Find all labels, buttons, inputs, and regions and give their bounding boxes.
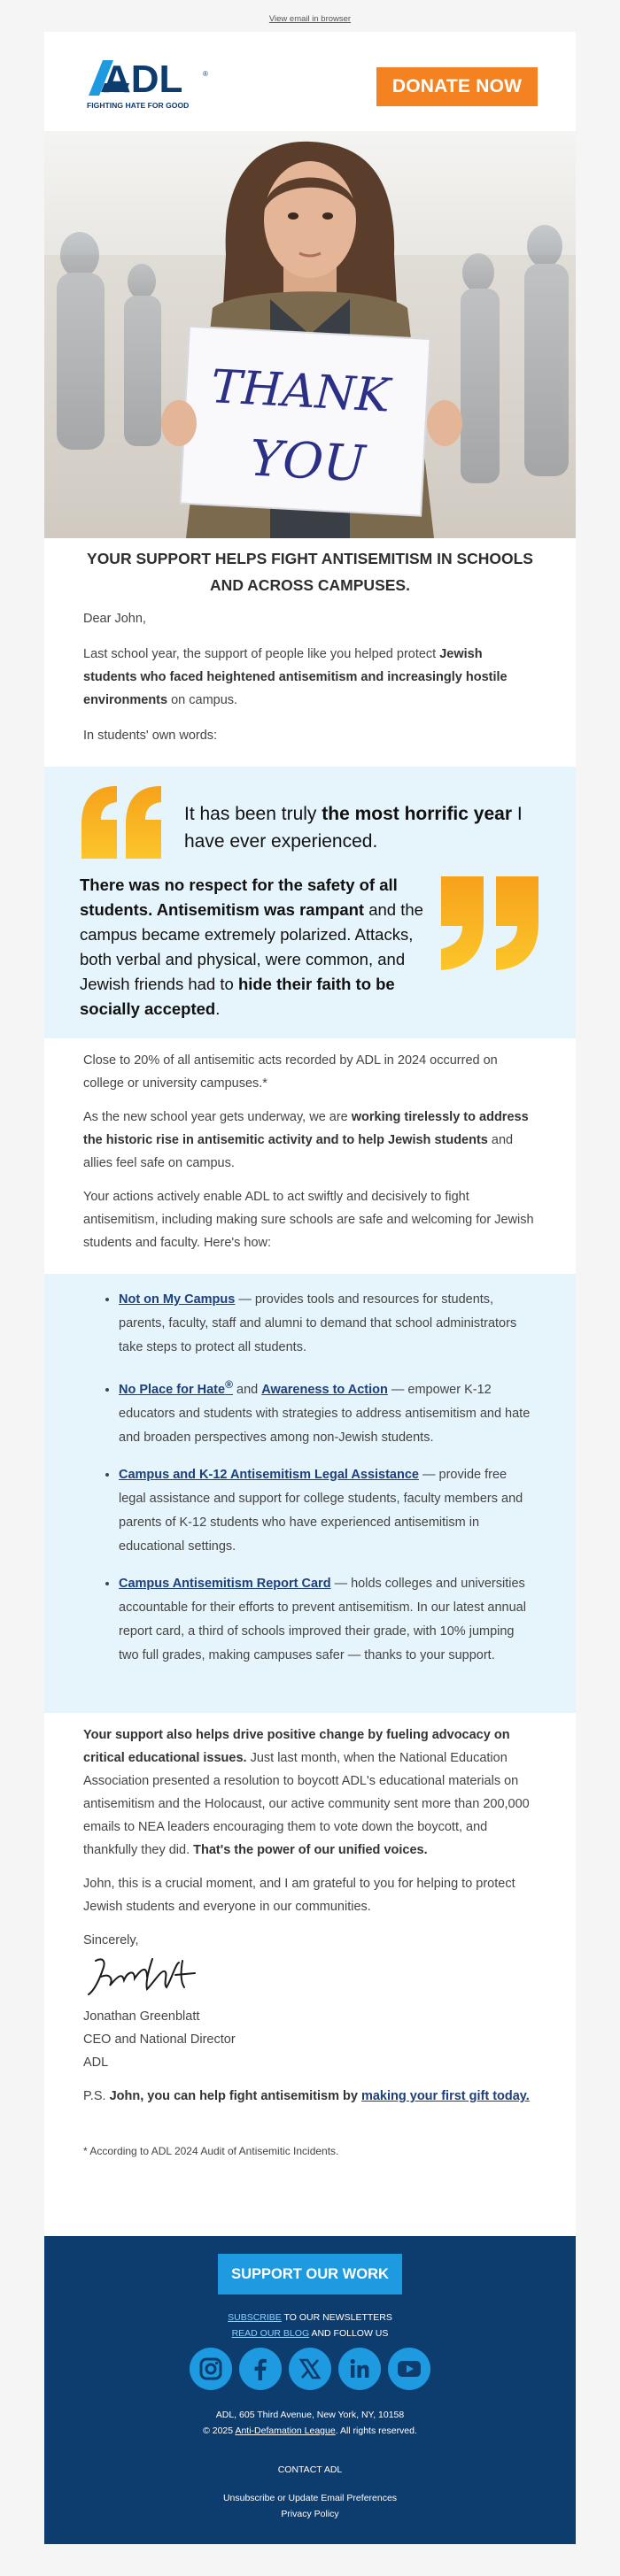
first-gift-link[interactable]: making your first gift today. [360, 2089, 530, 2103]
programs-list-block [44, 1274, 576, 1713]
paragraph-5: Your actions actively enable ADL to act swiftly and decisively to fight antisemitism, including making sure schools are safe and welcoming for Jewish students and faculty. Here's how: [83, 1190, 534, 1250]
paragraph-7: John, this is a crucial moment, and I am grateful to you for helping to protect Jewish students and everyone in our communities. [83, 1877, 515, 1914]
logo-wordmark: ADL [103, 58, 183, 101]
youtube-icon[interactable] [388, 2348, 430, 2390]
list-item: • Campus and K-12 Antisemitism Legal Assistance — provide free legal assistance and support for college students, faculty members and parents of K-12 students who have experienced antisemitism in educational settings. [119, 1463, 537, 1559]
list-item: • Campus Antisemitism Report Card — holds colleges and universities accountable for their efforts to prevent antisemitism. In our latest annual report card, a third of schools improved their grade, with 10% jumping two full grades, making campuses safer — thanks to your support. [119, 1572, 537, 1668]
privacy-policy-link[interactable]: Privacy Policy [281, 2509, 339, 2519]
paragraph-1: Last school year, the support of people like you helped protect Jewish students who faced heightened antisemitism and increasingly hostile environments on campus. [83, 647, 508, 707]
hero-photo-illustration [44, 131, 576, 538]
logo-tagline: FIGHTING HATE FOR GOOD [87, 101, 190, 110]
unsubscribe-link[interactable]: Unsubscribe or Update Email Preferences [222, 2493, 398, 2503]
postscript: P.S. John, you can help fight antisemitism by making your first gift today. [83, 2089, 530, 2103]
adl-logo[interactable] [83, 53, 216, 115]
signer-name: Jonathan Greenblatt [83, 2009, 200, 2024]
signoff: Sincerely, [83, 1933, 139, 1947]
subscribe-link[interactable]: SUBSCRIBE [228, 2312, 282, 2323]
support-our-work-button[interactable]: SUPPORT OUR WORK [218, 2254, 402, 2294]
linkedin-icon[interactable] [338, 2348, 381, 2390]
subscribe-line: SUBSCRIBE TO OUR NEWSLETTERS [228, 2312, 392, 2323]
intro-heading: YOUR SUPPORT HELPS FIGHT ANTISEMITISM IN SCHOOLS AND ACROSS CAMPUSES. [87, 550, 533, 594]
adl-logo-icon [83, 53, 216, 115]
adl-home-link[interactable]: Anti-Defamation League [235, 2426, 336, 2436]
email-body [44, 32, 576, 2544]
signer-role: CEO and National Director [83, 2032, 236, 2047]
copyright: © 2025 Anti-Defamation League. All rights reserved. [203, 2426, 417, 2436]
list-item: • Not on My Campus — provides tools and resources for students, parents, faculty, staff and alumni to demand that school administrators take steps to protect all students. [119, 1288, 537, 1360]
x-twitter-icon[interactable] [289, 2348, 331, 2390]
contact-adl-link[interactable]: CONTACT ADL [277, 2464, 343, 2475]
paragraph-4: As the new school year gets underway, we are working tirelessly to address the historic rise in antisemitic activity and to help Jewish students and allies feel safe on campus. [83, 1110, 529, 1170]
postal-address: ADL, 605 Third Avenue, New York, NY, 10158 [215, 2410, 405, 2420]
open-quote-icon [78, 783, 167, 862]
close-quote-icon [436, 873, 546, 974]
legal-assistance-link[interactable]: Campus and K-12 Antisemitism Legal Assistance [119, 1467, 419, 1482]
blog-line: READ OUR BLOG AND FOLLOW US [231, 2328, 389, 2339]
thank-you-sign [180, 327, 430, 516]
paragraph-2: In students' own words: [83, 729, 218, 743]
awareness-to-action-link[interactable]: Awareness to Action [261, 1382, 388, 1397]
signer-org: ADL [83, 2055, 109, 2070]
instagram-icon[interactable] [190, 2348, 232, 2390]
paragraph-6: Your support also helps drive positive change by fueling advocacy on critical educational issues. Just last month, when the National Education Association presented a resolution to boycott ADL's educational materials on antisemitism and the Holocaust, our active community sent more than 200,000 emails to NEA leaders encouraging them to vote down the boycott, and thankfully they did. That's the power of our unified voices. [83, 1728, 530, 1857]
social-links [190, 2348, 430, 2392]
donate-now-button[interactable]: DONATE NOW [376, 67, 538, 106]
hero-image [44, 131, 576, 538]
paragraph-3: Close to 20% of all antisemitic acts recorded by ADL in 2024 occurred on college or university campuses.* [83, 1053, 498, 1091]
view-in-browser-link[interactable]: View email in browser [268, 14, 352, 24]
facebook-icon[interactable] [239, 2348, 282, 2390]
svg-text:Jntn Gltt: Jntn Gltt [83, 1952, 87, 1953]
read-our-blog-link[interactable]: READ OUR BLOG [231, 2328, 310, 2339]
not-on-my-campus-link[interactable]: Not on My Campus [119, 1292, 236, 1307]
student-quote-block [44, 767, 576, 1038]
sign-text-you: YOU [248, 429, 367, 494]
email-footer [44, 2236, 576, 2544]
list-item: • No Place for Hate® and Awareness to Action — empower K-12 educators and students with strategies to address antisemitism and hate and broaden perspectives among non-Jewish students. [119, 1373, 537, 1450]
signature [44, 1952, 576, 2001]
no-place-for-hate-link[interactable]: No Place for Hate® [119, 1378, 233, 1397]
report-card-link[interactable]: Campus Antisemitism Report Card [119, 1576, 331, 1591]
quote-line-1: It has been truly the most horrific year I have ever experienced. [184, 804, 523, 852]
footnote: * According to ADL 2024 Audit of Antisemitic Incidents. [83, 2145, 339, 2157]
signature-image [83, 1952, 225, 2001]
greeting: Dear John, [83, 612, 146, 626]
quote-line-2: There was no respect for the safety of all students. Antisemitism was rampant and the campus became extremely polarized. Attacks, both verbal and physical, were common, and Jewish friends had to hide their faith to be socially accepted. [80, 875, 423, 1018]
svg-text:®: ® [203, 70, 208, 78]
sign-text-thank: THANK [209, 360, 391, 423]
email-header [44, 32, 576, 131]
